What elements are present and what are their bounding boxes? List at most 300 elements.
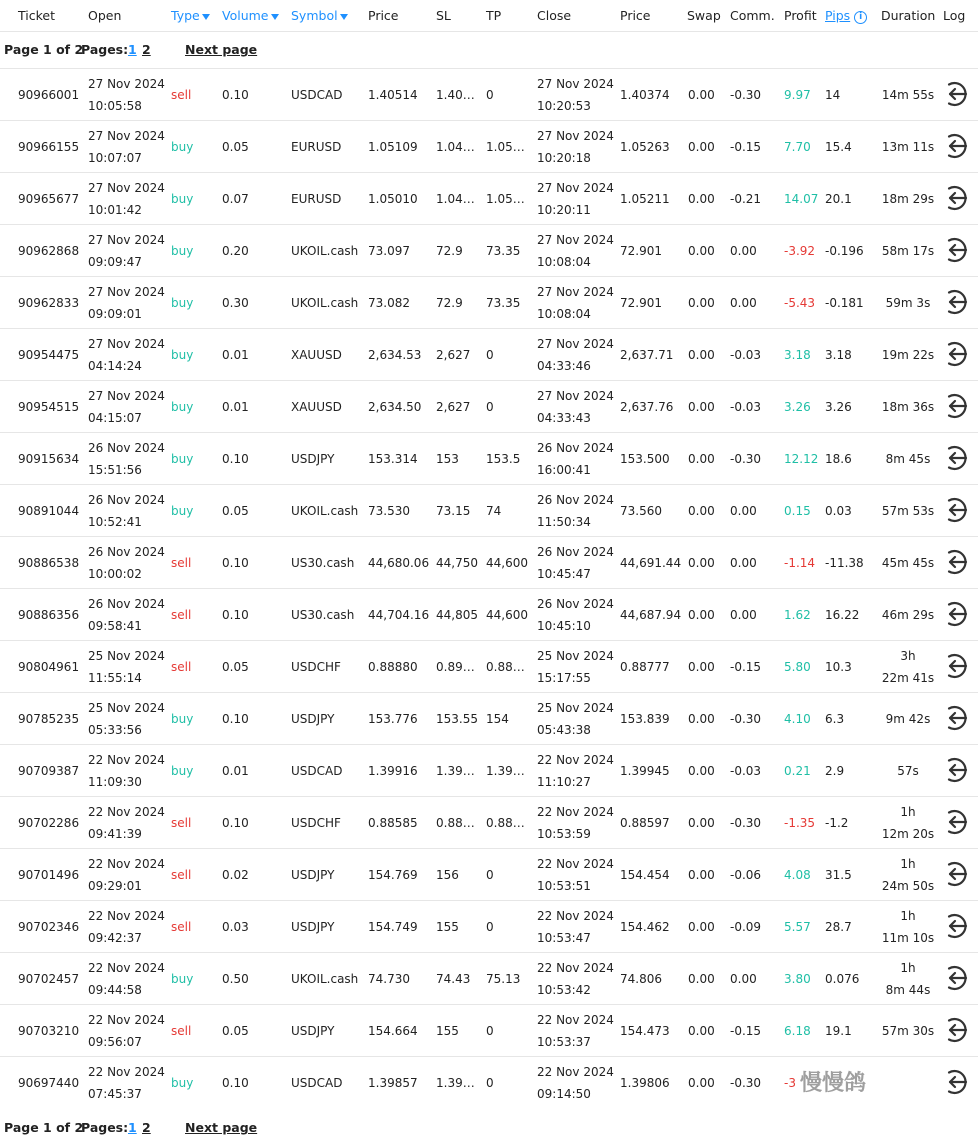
pips-cell: -1.2 — [825, 816, 849, 830]
log-icon[interactable] — [940, 807, 970, 837]
log-icon[interactable] — [940, 287, 970, 317]
sl-cell: 1.04… — [436, 140, 475, 154]
open-date: 27 Nov 2024 — [88, 129, 165, 143]
log-arrow-icon — [940, 651, 970, 681]
close-time: 10:20:11 — [537, 203, 591, 217]
close-date: 27 Nov 2024 — [537, 233, 614, 247]
sl-cell: 0.89… — [436, 660, 475, 674]
log-arrow-icon — [940, 911, 970, 941]
symbol-cell: USDCHF — [291, 816, 341, 830]
pips-cell: 20.1 — [825, 192, 852, 206]
symbol-cell: UKOIL.cash — [291, 972, 359, 986]
sort-caret-icon — [202, 14, 210, 20]
duration-cell — [880, 433, 936, 485]
log-arrow-icon — [940, 131, 970, 161]
open-date: 27 Nov 2024 — [88, 233, 165, 247]
type-cell: buy — [171, 1076, 194, 1090]
log-arrow-icon — [940, 443, 970, 473]
next-page-link[interactable]: Next page — [185, 1120, 258, 1135]
pips-cell: 19.1 — [825, 1024, 852, 1038]
volume-cell: 0.05 — [222, 1024, 249, 1038]
info-icon[interactable]: i — [854, 11, 867, 24]
page-link-1[interactable]: 1 — [128, 42, 137, 57]
open-time: 09:09:01 — [88, 307, 142, 321]
duration-line-1: 1h — [900, 857, 916, 871]
open-cell — [88, 953, 165, 1005]
log-arrow-icon — [940, 599, 970, 629]
duration-line-1: 46m 29s — [881, 608, 935, 622]
profit-cell: -3 — [784, 1076, 796, 1090]
sl-cell: 74.43 — [436, 972, 471, 986]
type-cell: sell — [171, 816, 192, 830]
duration-line-2: 22m 41s — [881, 671, 935, 685]
tp-cell: 1.05… — [486, 192, 525, 206]
sl-cell: 156 — [436, 868, 459, 882]
swap-cell: 0.00 — [688, 608, 715, 622]
profit-cell: 0.15 — [784, 504, 811, 518]
type-cell: buy — [171, 764, 194, 778]
tp-cell: 154 — [486, 712, 509, 726]
close-cell — [537, 173, 614, 225]
ticket-cell: 90954515 — [18, 400, 80, 414]
type-cell: sell — [171, 920, 192, 934]
open-price-cell: 1.40514 — [368, 88, 418, 102]
comm-cell: 0.00 — [730, 556, 757, 570]
log-arrow-icon — [940, 79, 970, 109]
log-arrow-icon — [940, 1015, 970, 1045]
type-cell: buy — [171, 400, 194, 414]
log-icon[interactable] — [940, 1015, 970, 1045]
log-icon[interactable] — [940, 703, 970, 733]
log-icon[interactable] — [940, 911, 970, 941]
col-volume-label: Volume — [222, 8, 269, 23]
comm-cell: 0.00 — [730, 504, 757, 518]
swap-cell: 0.00 — [688, 400, 715, 414]
table-row — [0, 432, 978, 484]
profit-cell: -5.43 — [784, 296, 816, 310]
log-icon[interactable] — [940, 599, 970, 629]
type-cell: buy — [171, 140, 194, 154]
page-link-2[interactable]: 2 — [142, 1120, 151, 1135]
table-row — [0, 68, 978, 120]
open-date: 26 Nov 2024 — [88, 545, 165, 559]
log-icon[interactable] — [940, 131, 970, 161]
tp-cell: 0 — [486, 88, 494, 102]
pips-cell: 18.6 — [825, 452, 852, 466]
open-price-cell: 153.314 — [368, 452, 418, 466]
close-date: 22 Nov 2024 — [537, 753, 614, 767]
open-cell — [88, 589, 165, 641]
col-symbol-header[interactable] — [291, 8, 348, 23]
ticket-cell: 90966001 — [18, 88, 80, 102]
watermark: 慢慢鸽 — [800, 1071, 867, 1096]
profit-cell: 7.70 — [784, 140, 811, 154]
ticket-cell: 90702457 — [18, 972, 80, 986]
close-cell — [537, 69, 614, 121]
close-time: 10:53:51 — [537, 879, 591, 893]
comm-cell: -0.15 — [730, 660, 762, 674]
close-time: 11:10:27 — [537, 775, 591, 789]
close-date: 27 Nov 2024 — [537, 181, 614, 195]
duration-line-1: 18m 36s — [881, 400, 935, 414]
duration-cell — [880, 121, 936, 173]
open-date: 27 Nov 2024 — [88, 181, 165, 195]
log-arrow-icon — [940, 495, 970, 525]
open-cell — [88, 537, 165, 589]
close-date: 27 Nov 2024 — [537, 77, 614, 91]
symbol-cell: UKOIL.cash — [291, 296, 359, 310]
col-comm-header: Comm. — [730, 8, 775, 23]
pips-cell: 16.22 — [825, 608, 860, 622]
tp-cell: 153.5 — [486, 452, 521, 466]
close-cell — [537, 641, 614, 693]
duration-cell — [880, 589, 936, 641]
open-time: 11:09:30 — [88, 775, 142, 789]
open-price-cell: 74.730 — [368, 972, 410, 986]
ticket-cell: 90962868 — [18, 244, 80, 258]
close-cell — [537, 121, 614, 173]
tp-cell: 73.35 — [486, 296, 521, 310]
open-cell — [88, 901, 165, 953]
close-cell — [537, 745, 614, 797]
table-row — [0, 536, 978, 588]
symbol-cell: USDCAD — [291, 764, 343, 778]
col-swap-header: Swap — [687, 8, 721, 23]
log-arrow-icon — [940, 1067, 970, 1097]
open-date: 22 Nov 2024 — [88, 805, 165, 819]
open-time: 05:33:56 — [88, 723, 142, 737]
tp-cell: 74 — [486, 504, 502, 518]
page-link-2[interactable]: 2 — [142, 42, 151, 57]
duration-line-1: 1h — [900, 909, 916, 923]
table-row — [0, 640, 978, 692]
close-price-cell: 73.560 — [620, 504, 662, 518]
duration-cell — [880, 849, 936, 901]
close-price-cell: 0.88597 — [620, 816, 670, 830]
open-time: 10:07:07 — [88, 151, 142, 165]
symbol-cell: USDCAD — [291, 1076, 343, 1090]
duration-cell — [880, 641, 936, 693]
volume-cell: 0.50 — [222, 972, 249, 986]
col-profit-header: Profit — [784, 8, 817, 23]
pages-label: Pages: — [81, 1120, 129, 1135]
swap-cell: 0.00 — [688, 920, 715, 934]
duration-line-1: 45m 45s — [881, 556, 935, 570]
pips-cell: 31.5 — [825, 868, 852, 882]
close-date: 27 Nov 2024 — [537, 129, 614, 143]
close-cell — [537, 953, 614, 1005]
tp-cell: 0 — [486, 868, 494, 882]
open-cell — [88, 69, 165, 121]
col-pips-header[interactable] — [825, 8, 867, 24]
profit-cell: -1.35 — [784, 816, 816, 830]
close-time: 10:08:04 — [537, 307, 591, 321]
sl-cell: 1.39… — [436, 1076, 475, 1090]
open-date: 26 Nov 2024 — [88, 493, 165, 507]
open-time: 04:14:24 — [88, 359, 142, 373]
trades-table-body — [0, 68, 978, 1108]
close-cell — [537, 225, 614, 277]
volume-cell: 0.30 — [222, 296, 249, 310]
close-time: 09:14:50 — [537, 1087, 591, 1101]
type-cell: buy — [171, 504, 194, 518]
open-cell — [88, 1005, 165, 1057]
ticket-cell: 90804961 — [18, 660, 80, 674]
comm-cell: 0.00 — [730, 296, 757, 310]
open-time: 09:58:41 — [88, 619, 142, 633]
close-date: 22 Nov 2024 — [537, 961, 614, 975]
page-indicator: Page 1 of 2 — [4, 1120, 84, 1135]
volume-cell: 0.01 — [222, 400, 249, 414]
table-row — [0, 484, 978, 536]
open-time: 04:15:07 — [88, 411, 142, 425]
page-link-1[interactable]: 1 — [128, 1120, 137, 1135]
volume-cell: 0.02 — [222, 868, 249, 882]
ticket-cell: 90703210 — [18, 1024, 80, 1038]
tp-cell: 0.88… — [486, 660, 525, 674]
profit-cell: 1.62 — [784, 608, 811, 622]
ticket-cell: 90891044 — [18, 504, 80, 518]
log-icon[interactable] — [940, 443, 970, 473]
profit-cell: 5.57 — [784, 920, 811, 934]
ticket-cell: 90915634 — [18, 452, 80, 466]
swap-cell: 0.00 — [688, 556, 715, 570]
table-row — [0, 848, 978, 900]
duration-line-1: 18m 29s — [881, 192, 935, 206]
open-time: 09:41:39 — [88, 827, 142, 841]
profit-cell: 12.12 — [784, 452, 819, 466]
swap-cell: 0.00 — [688, 712, 715, 726]
open-time: 09:44:58 — [88, 983, 142, 997]
col-type-header[interactable] — [171, 8, 210, 23]
table-row — [0, 224, 978, 276]
duration-cell — [880, 1057, 936, 1109]
sl-cell: 1.40… — [436, 88, 475, 102]
pagination-bottom — [0, 1110, 978, 1142]
open-cell — [88, 225, 165, 277]
type-cell: buy — [171, 192, 194, 206]
swap-cell: 0.00 — [688, 296, 715, 310]
close-time: 10:45:10 — [537, 619, 591, 633]
duration-line-1: 57m 30s — [881, 1024, 935, 1038]
symbol-cell: USDCAD — [291, 88, 343, 102]
col-tp-header: TP — [486, 8, 502, 23]
close-cell — [537, 1057, 614, 1109]
symbol-cell: USDJPY — [291, 868, 335, 882]
tp-cell: 0 — [486, 1024, 494, 1038]
open-price-cell: 2,634.50 — [368, 400, 422, 414]
open-time: 10:52:41 — [88, 515, 142, 529]
ticket-cell: 90886538 — [18, 556, 80, 570]
next-page-link[interactable]: Next page — [185, 42, 258, 57]
sl-cell: 2,627 — [436, 348, 471, 362]
type-cell: buy — [171, 972, 194, 986]
open-price-cell: 73.097 — [368, 244, 410, 258]
col-close-price-header: Price — [620, 8, 651, 23]
open-date: 26 Nov 2024 — [88, 441, 165, 455]
ticket-cell: 90702286 — [18, 816, 80, 830]
log-icon[interactable] — [940, 391, 970, 421]
swap-cell: 0.00 — [688, 660, 715, 674]
log-icon[interactable] — [940, 859, 970, 889]
close-date: 27 Nov 2024 — [537, 337, 614, 351]
pagination-top — [0, 32, 978, 68]
open-time: 11:55:14 — [88, 671, 142, 685]
profit-cell: 3.18 — [784, 348, 811, 362]
duration-line-1: 1h — [900, 805, 916, 819]
col-sl-header: SL — [436, 8, 451, 23]
close-cell — [537, 901, 614, 953]
close-time: 10:53:37 — [537, 1035, 591, 1049]
log-icon[interactable] — [940, 651, 970, 681]
symbol-cell: EURUSD — [291, 192, 342, 206]
swap-cell: 0.00 — [688, 764, 715, 778]
log-icon[interactable] — [940, 963, 970, 993]
comm-cell: -0.30 — [730, 1076, 762, 1090]
volume-cell: 0.07 — [222, 192, 249, 206]
open-price-cell: 154.769 — [368, 868, 418, 882]
close-time: 10:53:59 — [537, 827, 591, 841]
symbol-cell: XAUUSD — [291, 400, 342, 414]
open-date: 27 Nov 2024 — [88, 77, 165, 91]
log-icon[interactable] — [940, 183, 970, 213]
profit-cell: 5.80 — [784, 660, 811, 674]
tp-cell: 75.13 — [486, 972, 521, 986]
log-icon[interactable] — [940, 547, 970, 577]
profit-cell: 9.97 — [784, 88, 811, 102]
close-time: 04:33:43 — [537, 411, 591, 425]
pips-cell: 0.03 — [825, 504, 852, 518]
profit-cell: 4.10 — [784, 712, 811, 726]
comm-cell: -0.03 — [730, 348, 762, 362]
ticket-cell: 90709387 — [18, 764, 80, 778]
table-row — [0, 952, 978, 1004]
close-cell — [537, 589, 614, 641]
sl-cell: 153.55 — [436, 712, 478, 726]
duration-line-1: 1h — [900, 961, 916, 975]
close-cell — [537, 849, 614, 901]
open-time: 09:42:37 — [88, 931, 142, 945]
log-icon[interactable] — [940, 79, 970, 109]
comm-cell: -0.21 — [730, 192, 762, 206]
duration-cell — [880, 537, 936, 589]
symbol-cell: US30.cash — [291, 608, 355, 622]
symbol-cell: UKOIL.cash — [291, 504, 359, 518]
table-row — [0, 744, 978, 796]
pips-cell: 15.4 — [825, 140, 852, 154]
duration-line-1: 19m 22s — [881, 348, 935, 362]
sort-caret-icon — [340, 14, 348, 20]
close-date: 22 Nov 2024 — [537, 857, 614, 871]
log-arrow-icon — [940, 547, 970, 577]
open-date: 22 Nov 2024 — [88, 1013, 165, 1027]
type-cell: sell — [171, 868, 192, 882]
table-row — [0, 328, 978, 380]
open-date: 22 Nov 2024 — [88, 961, 165, 975]
close-price-cell: 2,637.76 — [620, 400, 674, 414]
symbol-cell: USDJPY — [291, 712, 335, 726]
close-date: 22 Nov 2024 — [537, 1013, 614, 1027]
tp-cell: 0 — [486, 400, 494, 414]
close-time: 15:17:55 — [537, 671, 591, 685]
duration-cell — [880, 329, 936, 381]
pips-cell: 3.18 — [825, 348, 852, 362]
close-time: 10:08:04 — [537, 255, 591, 269]
ticket-cell: 90962833 — [18, 296, 80, 310]
log-icon[interactable] — [940, 755, 970, 785]
log-icon[interactable] — [940, 339, 970, 369]
swap-cell: 0.00 — [688, 1024, 715, 1038]
duration-line-1: 59m 3s — [885, 296, 931, 310]
ticket-cell: 90954475 — [18, 348, 80, 362]
open-time: 09:09:47 — [88, 255, 142, 269]
close-time: 10:45:47 — [537, 567, 591, 581]
close-price-cell: 1.40374 — [620, 88, 670, 102]
sort-caret-icon — [271, 14, 279, 20]
duration-cell — [880, 225, 936, 277]
swap-cell: 0.00 — [688, 348, 715, 362]
close-date: 26 Nov 2024 — [537, 493, 614, 507]
ticket-cell: 90697440 — [18, 1076, 80, 1090]
sl-cell: 72.9 — [436, 296, 463, 310]
close-price-cell: 154.454 — [620, 868, 670, 882]
duration-line-1: 57s — [897, 764, 919, 778]
open-date: 27 Nov 2024 — [88, 285, 165, 299]
open-price-cell: 0.88585 — [368, 816, 418, 830]
log-icon[interactable] — [940, 235, 970, 265]
ticket-cell: 90886356 — [18, 608, 80, 622]
open-price-cell: 1.39916 — [368, 764, 418, 778]
log-icon[interactable] — [940, 495, 970, 525]
table-row — [0, 796, 978, 848]
duration-line-2: 11m 10s — [881, 931, 935, 945]
pips-cell: -11.38 — [825, 556, 864, 570]
duration-line-1: 3h — [900, 649, 916, 663]
close-price-cell: 0.88777 — [620, 660, 670, 674]
table-row — [0, 276, 978, 328]
log-arrow-icon — [940, 287, 970, 317]
log-arrow-icon — [940, 755, 970, 785]
col-type-label: Type — [171, 8, 200, 23]
log-arrow-icon — [940, 183, 970, 213]
table-row — [0, 1004, 978, 1056]
volume-cell: 0.10 — [222, 712, 249, 726]
close-date: 26 Nov 2024 — [537, 441, 614, 455]
duration-cell — [880, 381, 936, 433]
swap-cell: 0.00 — [688, 244, 715, 258]
swap-cell: 0.00 — [688, 140, 715, 154]
open-price-cell: 153.776 — [368, 712, 418, 726]
pips-cell: 3.26 — [825, 400, 852, 414]
close-cell — [537, 381, 614, 433]
pips-cell: 2.9 — [825, 764, 845, 778]
duration-cell — [880, 953, 936, 1005]
profit-cell: 3.26 — [784, 400, 811, 414]
type-cell: sell — [171, 1024, 192, 1038]
col-volume-header[interactable] — [222, 8, 279, 23]
open-cell — [88, 641, 165, 693]
tp-cell: 0 — [486, 920, 494, 934]
duration-line-1: 57m 53s — [881, 504, 935, 518]
symbol-cell: US30.cash — [291, 556, 355, 570]
open-cell — [88, 693, 165, 745]
close-cell — [537, 485, 614, 537]
log-arrow-icon — [940, 391, 970, 421]
log-icon[interactable] — [940, 1067, 970, 1097]
log-arrow-icon — [940, 339, 970, 369]
duration-line-1: 8m 45s — [885, 452, 931, 466]
open-date: 25 Nov 2024 — [88, 649, 165, 663]
